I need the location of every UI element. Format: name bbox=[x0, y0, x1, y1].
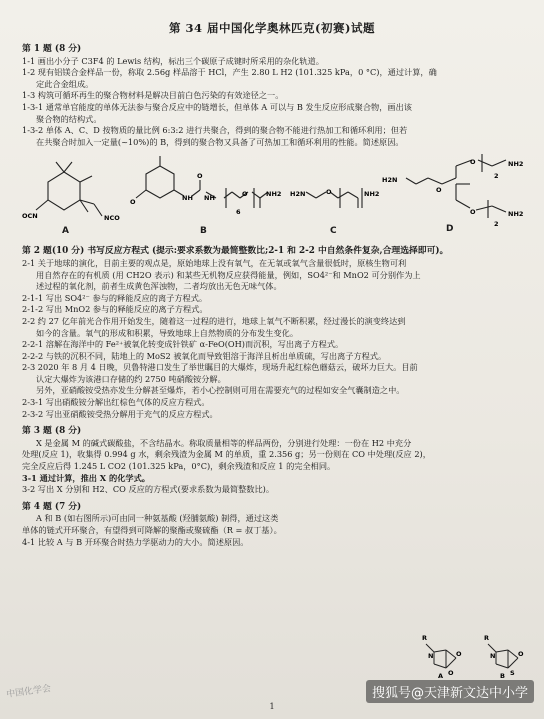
q4-intro-line2: 单体的链式开环聚合，有望得到可降解的聚酯或聚硫酯（R = 叔丁基）。 bbox=[22, 525, 282, 535]
q4-atom-n-b: N bbox=[490, 652, 496, 660]
sohu-watermark: 搜狐号@天津新文达中小学 bbox=[366, 680, 534, 703]
q2-1-line1: 2-1 关于地球的演化，目前主要的观点是，原始地球上没有氧气，在无氧或氧气含量很低时，原核生物可利 bbox=[22, 257, 407, 268]
q1-3-2-line1: 1-3-2 单体 A、C、D 按物质的量比例 6:3:2 进行共聚合，得到的聚合物不能进行热加工和循环利用；但若 bbox=[22, 125, 408, 136]
q1-3-1-line1: 1-3-1 通常单官能度的单体无法参与聚合反应中的链增长，但单体 A 可以与 B 发生反应形成聚合物，画出该 bbox=[22, 101, 412, 112]
q4-monomer-structures bbox=[416, 628, 526, 678]
atom-o-d2: O bbox=[470, 158, 476, 167]
q4-atom-n-a: N bbox=[428, 652, 434, 660]
atom-h2n-c: H2N bbox=[290, 190, 306, 199]
q2-1-line2: 用自然存在的有机质 (用 CH2O 表示) 和某些无机物反应获得能量，例如，SO4²⁻和 MnO2 可分别作为上 bbox=[36, 269, 421, 280]
atom-nh2-b: NH2 bbox=[266, 190, 282, 199]
atom-o-urea: O bbox=[197, 172, 203, 181]
atom-o-ether: O bbox=[242, 190, 248, 199]
q2-1-2: 2-1-2 写出 MnO2 参与的释能反应的离子方程式。 bbox=[22, 304, 208, 315]
q1-3-1-line2: 聚合物的结构式。 bbox=[36, 113, 102, 124]
atom-o-left: O bbox=[130, 198, 136, 207]
q2-3-1: 2-3-1 写出硝酸铵分解出红棕色气体的反应方程式。 bbox=[22, 397, 210, 408]
q2-1-1: 2-1-1 写出 SO4²⁻ 参与的释能反应的离子方程式。 bbox=[22, 292, 208, 303]
q4-atom-r-a: R bbox=[422, 634, 428, 642]
atom-nh-b2: NH bbox=[204, 194, 215, 203]
q4-heading: 第 4 题 (7 分) bbox=[22, 501, 82, 512]
q2-3-line1: 2-3 2020 年 8 月 4 日晚，贝鲁特港口发生了举世瞩目的大爆炸，现场升起红棕色蘑菇云，破坏力巨大。目前 bbox=[22, 362, 418, 373]
q2-3-2: 2-3-2 写出亚硝酸铵受热分解用于充气的反应方程式。 bbox=[22, 408, 218, 419]
q4-atom-o-a1: O bbox=[456, 650, 462, 658]
q4-1: 4-1 比较 A 与 B 开环聚合时热力学驱动力的大小。简述原因。 bbox=[22, 536, 249, 547]
atom-nh2-c: NH2 bbox=[364, 190, 380, 199]
molecule-c-structure bbox=[290, 168, 382, 218]
atom-two-d1: 2 bbox=[494, 172, 499, 181]
q4-atom-s-b: S bbox=[510, 669, 515, 677]
atom-o-d3: O bbox=[470, 208, 476, 217]
monomer-structures bbox=[22, 152, 530, 244]
atom-h2n-d: H2N bbox=[382, 176, 398, 185]
q3-intro-line3: 完全反应后得 1.245 L CO2 (101.325 kPa，0°C)，剩余残渣和反应 1 的完全相同。 bbox=[22, 461, 336, 472]
atom-nco: NCO bbox=[104, 214, 120, 223]
atom-two-d2: 2 bbox=[494, 220, 499, 229]
q4-atom-r-b: R bbox=[484, 634, 490, 642]
q2-2-line1: 2-2 约 27 亿年前光合作用开始发生，随着这一过程的进行，地球上氧气不断积累，经过漫长的演变终达到 bbox=[22, 315, 406, 326]
q4-label-b: B bbox=[500, 672, 505, 678]
q1-2-line2: 定此合金组成。 bbox=[36, 78, 94, 89]
q1-3-2-line2: 在共聚合时加入一定量(~10%)的 B，得到的聚合物又具备了可热加工和循环利用的性能。简述原因。 bbox=[36, 136, 404, 147]
atom-o-c: O bbox=[326, 188, 332, 197]
label-molecule-d: D bbox=[446, 224, 454, 235]
q4-label-a: A bbox=[438, 672, 444, 678]
q1-heading: 第 1 题 (8 分) bbox=[22, 44, 82, 54]
q2-1-line3: 述过程的氧化剂，前者生成黄色浑浊物，二者均放出无色无味气体。 bbox=[36, 281, 282, 292]
atom-o-d1: O bbox=[436, 186, 442, 195]
page-number: 1 bbox=[269, 702, 275, 711]
molecule-d-structure bbox=[382, 152, 532, 234]
q1-3: 1-3 构筑可循环再生的聚合物材料是解决目前白色污染的有效途径之一。 bbox=[22, 90, 284, 101]
atom-nh2-d2: NH2 bbox=[508, 210, 524, 219]
atom-nh-b1: NH bbox=[182, 194, 193, 203]
q3-intro-line2: 处理(反应 1)，收集得 0.994 g 水，剩余残渣为金属 M 的单质，重 2.356 g；另一份则在 CO 中处理(反应 2)， bbox=[22, 449, 431, 460]
q3-heading: 第 3 题 (8 分) bbox=[22, 426, 82, 437]
atom-ocn: OCN bbox=[22, 212, 38, 221]
q3-1: 3-1 通过计算，推出 X 的化学式。 bbox=[22, 472, 150, 483]
q4-atom-o-a2: O bbox=[448, 669, 454, 677]
q2-3-line3: 另外，亚硝酸铵受热亦发生分解甚至爆炸，若小心控制则可用在需要充气的过程如安全气囊制造之中。 bbox=[36, 385, 405, 396]
molecule-b-structure bbox=[126, 152, 286, 222]
q2-3-line2: 认定大爆炸为该港口存储的约 2750 吨硝酸铵分解。 bbox=[36, 373, 226, 384]
page-title: 第 34 届中国化学奥林匹克(初赛)试题 bbox=[169, 21, 375, 35]
molecule-a-structure bbox=[22, 158, 132, 222]
q3-2: 3-2 写出 X 分别和 H2、CO 反应的方程式(要求系数为最简整数比)。 bbox=[22, 484, 275, 495]
label-molecule-a: A bbox=[62, 226, 69, 237]
q2-2-2: 2-2-2 与铁的沉积不同，陆地上的 MoS2 被氧化而导致钼溶于海洋且析出单质硫，写出离子方程式。 bbox=[22, 350, 387, 361]
q4-intro-line1: A 和 B (如右图所示)可由同一种氨基酸 (羟脯氨酸) 制得，通过这类 bbox=[36, 513, 279, 524]
q2-2-1: 2-2-1 溶解在海洋中的 Fe²⁺被氧化转变成针铁矿 α-FeO(OH)而沉积，写出离子方程式。 bbox=[22, 339, 344, 350]
atom-nh2-d1: NH2 bbox=[508, 160, 524, 169]
label-molecule-c: C bbox=[330, 226, 337, 237]
label-molecule-b: B bbox=[200, 226, 207, 237]
q2-2-line2: 如今的含量。氧气的形成和积累，导致地球上自然物质的分布发生变化。 bbox=[36, 327, 299, 338]
exam-content bbox=[22, 42, 530, 548]
q3-intro-line1: X 是金属 M 的碱式碳酸盐，不含结晶水。称取质量相等的样品两份，分别进行处理：一份在 H2 中充分 bbox=[36, 437, 412, 448]
q4-atom-o-b: O bbox=[518, 650, 524, 658]
q1-2-line1: 1-2 现有铝镁合金样品一份，称取 2.56g 样品溶于 HCl，产生 2.80 L H2 (101.325 kPa，0 °C)，通过计算，确 bbox=[22, 67, 437, 78]
faint-watermark: 中国化学会 bbox=[5, 683, 52, 701]
q1-1: 1-1 画出小分子 C3F4 的 Lewis 结构，标出三个碳原子成键时所采用的杂化轨道。 bbox=[22, 55, 324, 66]
atom-six: 6 bbox=[236, 208, 241, 217]
q2-heading: 第 2 题(10 分) 书写反应方程式 (提示:要求系数为最简整数比;2-1 和 2-2 中自然条件复杂,合理选择即可)。 bbox=[22, 246, 449, 257]
